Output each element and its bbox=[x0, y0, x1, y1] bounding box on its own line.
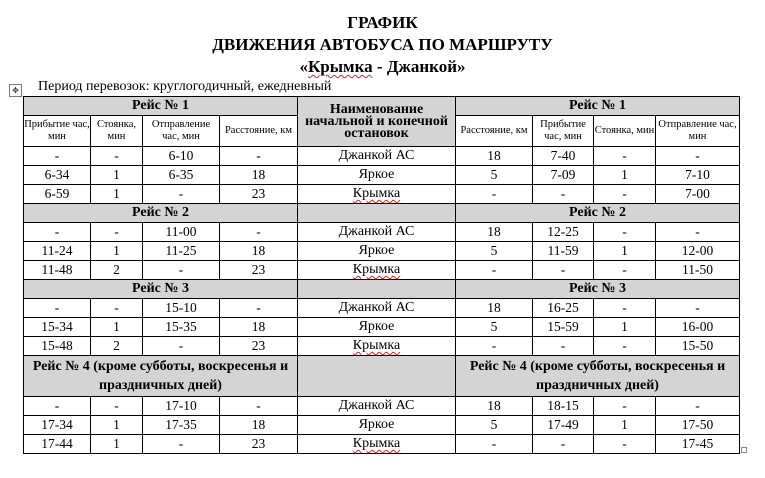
cell-right: 7-09 bbox=[533, 166, 594, 185]
stop-name-cell bbox=[298, 299, 456, 318]
cell-left: - bbox=[91, 397, 143, 416]
trip-label-right: Рейс № 1 bbox=[456, 97, 740, 116]
cell-left: - bbox=[220, 397, 298, 416]
trip-label-middle bbox=[298, 204, 456, 223]
cell-right: - bbox=[594, 261, 656, 280]
cell-left: 23 bbox=[220, 435, 298, 454]
cell-left: 17-34 bbox=[24, 416, 91, 435]
trip-label-left: Рейс № 3 bbox=[24, 280, 298, 299]
cell-right: 5 bbox=[456, 166, 533, 185]
cell-right: - bbox=[533, 337, 594, 356]
cell-right: 16-00 bbox=[656, 318, 740, 337]
stop-name: Джанкой АС bbox=[338, 224, 415, 239]
stop-name: Яркое bbox=[358, 167, 395, 182]
cell-left: 11-48 bbox=[24, 261, 91, 280]
cell-left: 17-44 bbox=[24, 435, 91, 454]
cell-right: 18 bbox=[456, 223, 533, 242]
table-row bbox=[24, 166, 740, 185]
stop-name-cell bbox=[298, 166, 456, 185]
cell-left: - bbox=[24, 397, 91, 416]
cell-left: 1 bbox=[91, 416, 143, 435]
table-row bbox=[24, 299, 740, 318]
document-subtitle: ДВИЖЕНИЯ АВТОБУСА ПО МАРШРУТУ bbox=[212, 35, 553, 54]
cell-right: 18-15 bbox=[533, 397, 594, 416]
stop-name-cell bbox=[298, 223, 456, 242]
cell-right: - bbox=[594, 435, 656, 454]
column-header-right: Расстояние, км bbox=[456, 116, 533, 147]
cell-right: 5 bbox=[456, 242, 533, 261]
trip-label-left: Рейс № 1 bbox=[24, 97, 298, 116]
cell-right: 18 bbox=[456, 299, 533, 318]
cell-left: 18 bbox=[220, 166, 298, 185]
route-start-word: Крымка bbox=[307, 57, 373, 76]
cell-left: 18 bbox=[220, 242, 298, 261]
cell-right: - bbox=[594, 299, 656, 318]
stop-name: Крымка bbox=[352, 436, 401, 451]
stop-name: Яркое bbox=[358, 417, 395, 432]
cell-right: 17-49 bbox=[533, 416, 594, 435]
stop-name: Джанкой АС bbox=[338, 148, 415, 163]
cell-right: - bbox=[456, 337, 533, 356]
cell-left: 15-34 bbox=[24, 318, 91, 337]
cell-left: - bbox=[220, 223, 298, 242]
cell-left: 15-48 bbox=[24, 337, 91, 356]
cell-right: 1 bbox=[594, 166, 656, 185]
schedule-table bbox=[23, 96, 740, 454]
cell-right: - bbox=[594, 337, 656, 356]
trip-header-row bbox=[24, 204, 740, 223]
cell-right: - bbox=[456, 261, 533, 280]
cell-right: 7-40 bbox=[533, 147, 594, 166]
stop-name: Джанкой АС bbox=[338, 398, 415, 413]
trip-label-middle bbox=[298, 280, 456, 299]
move-handle-icon[interactable]: ✥ bbox=[9, 84, 22, 97]
stop-name: Джанкой АС bbox=[338, 300, 415, 315]
cell-right: - bbox=[594, 397, 656, 416]
cell-left: 6-34 bbox=[24, 166, 91, 185]
stop-name: Яркое bbox=[358, 243, 395, 258]
cell-right: - bbox=[656, 223, 740, 242]
column-header-left: Прибытие час, мин bbox=[24, 116, 91, 147]
stop-name: Крымка bbox=[352, 338, 401, 353]
stop-name-cell bbox=[298, 261, 456, 280]
cell-left: 1 bbox=[91, 435, 143, 454]
resize-handle-icon[interactable] bbox=[741, 447, 747, 453]
cell-left: - bbox=[220, 147, 298, 166]
stop-name-header: Наименование начальной и конечной остановок bbox=[298, 97, 456, 147]
stop-name-cell bbox=[298, 185, 456, 204]
cell-left: 1 bbox=[91, 318, 143, 337]
cell-left: 11-24 bbox=[24, 242, 91, 261]
cell-left: - bbox=[91, 223, 143, 242]
cell-right: 12-00 bbox=[656, 242, 740, 261]
cell-right: - bbox=[594, 185, 656, 204]
stop-name-cell bbox=[298, 147, 456, 166]
stop-name: Крымка bbox=[352, 186, 401, 201]
cell-left: - bbox=[143, 337, 220, 356]
cell-right: 7-00 bbox=[656, 185, 740, 204]
cell-right: - bbox=[656, 147, 740, 166]
stop-name: Крымка bbox=[352, 262, 401, 277]
cell-left: 1 bbox=[91, 185, 143, 204]
column-header-right: Стоянка, мин bbox=[594, 116, 656, 147]
table-row bbox=[24, 185, 740, 204]
cell-left: - bbox=[24, 223, 91, 242]
period-text: Период перевозок: круглогодичный, ежедневный bbox=[38, 79, 332, 94]
trip-label-middle bbox=[298, 356, 456, 397]
cell-right: - bbox=[656, 397, 740, 416]
table-row bbox=[24, 337, 740, 356]
trip-label-right: Рейс № 4 (кроме субботы, воскресенья и праздничных дней) bbox=[456, 356, 740, 397]
cell-right: 16-25 bbox=[533, 299, 594, 318]
cell-right: - bbox=[594, 223, 656, 242]
stop-name-cell bbox=[298, 397, 456, 416]
cell-right: 15-59 bbox=[533, 318, 594, 337]
cell-left: - bbox=[91, 299, 143, 318]
cell-right: 1 bbox=[594, 318, 656, 337]
cell-right: 15-50 bbox=[656, 337, 740, 356]
cell-left: 2 bbox=[91, 261, 143, 280]
table-row bbox=[24, 223, 740, 242]
trip-label-right: Рейс № 3 bbox=[456, 280, 740, 299]
cell-left: 11-00 bbox=[143, 223, 220, 242]
cell-right: - bbox=[533, 435, 594, 454]
table-row bbox=[24, 242, 740, 261]
trip-label-left: Рейс № 2 bbox=[24, 204, 298, 223]
column-header-right: Прибытие час, мин bbox=[533, 116, 594, 147]
cell-right: 18 bbox=[456, 397, 533, 416]
column-header-left: Стоянка, мин bbox=[91, 116, 143, 147]
cell-left: 17-35 bbox=[143, 416, 220, 435]
document-title: ГРАФИК bbox=[347, 13, 418, 32]
cell-left: - bbox=[143, 261, 220, 280]
cell-right: 18 bbox=[456, 147, 533, 166]
cell-left: 23 bbox=[220, 261, 298, 280]
cell-right: - bbox=[456, 435, 533, 454]
cell-left: - bbox=[143, 435, 220, 454]
cell-left: - bbox=[91, 147, 143, 166]
cell-right: 1 bbox=[594, 416, 656, 435]
trip-label-left: Рейс № 4 (кроме субботы, воскресенья и праздничных дней) bbox=[24, 356, 298, 397]
cell-right: 17-45 bbox=[656, 435, 740, 454]
stop-name-cell bbox=[298, 416, 456, 435]
cell-right: 7-10 bbox=[656, 166, 740, 185]
cell-left: 6-59 bbox=[24, 185, 91, 204]
cell-right: 5 bbox=[456, 318, 533, 337]
column-header-left: Отправление час, мин bbox=[143, 116, 220, 147]
route-name bbox=[0, 57, 765, 77]
cell-right: 17-50 bbox=[656, 416, 740, 435]
cell-right: 12-25 bbox=[533, 223, 594, 242]
route-name-text: «Крымка - Джанкой» bbox=[299, 57, 466, 76]
cell-left: 2 bbox=[91, 337, 143, 356]
cell-left: 18 bbox=[220, 416, 298, 435]
cell-left: - bbox=[220, 299, 298, 318]
cell-left: 15-35 bbox=[143, 318, 220, 337]
cell-right: 1 bbox=[594, 242, 656, 261]
stop-name: Яркое bbox=[358, 319, 395, 334]
cell-left: 1 bbox=[91, 166, 143, 185]
stop-name-cell bbox=[298, 242, 456, 261]
cell-right: - bbox=[656, 299, 740, 318]
cell-left: 11-25 bbox=[143, 242, 220, 261]
cell-right: - bbox=[594, 147, 656, 166]
trip-header-row bbox=[24, 97, 740, 116]
cell-right: 11-59 bbox=[533, 242, 594, 261]
cell-right: - bbox=[533, 261, 594, 280]
cell-right: - bbox=[533, 185, 594, 204]
trip-header-row bbox=[24, 280, 740, 299]
column-header-right: Отправление час, мин bbox=[656, 116, 740, 147]
cell-left: 23 bbox=[220, 337, 298, 356]
stop-name-cell bbox=[298, 337, 456, 356]
cell-left: 15-10 bbox=[143, 299, 220, 318]
table-row bbox=[24, 397, 740, 416]
cell-left: 18 bbox=[220, 318, 298, 337]
table-row bbox=[24, 416, 740, 435]
cell-right: 5 bbox=[456, 416, 533, 435]
stop-name-cell bbox=[298, 435, 456, 454]
table-row bbox=[24, 261, 740, 280]
table-row bbox=[24, 318, 740, 337]
table-row bbox=[24, 147, 740, 166]
column-header-left: Расстояние, км bbox=[220, 116, 298, 147]
trip-label-right: Рейс № 2 bbox=[456, 204, 740, 223]
cell-left: - bbox=[24, 147, 91, 166]
cell-left: 6-10 bbox=[143, 147, 220, 166]
cell-left: - bbox=[24, 299, 91, 318]
cell-right: - bbox=[456, 185, 533, 204]
cell-left: - bbox=[143, 185, 220, 204]
stop-name-cell bbox=[298, 318, 456, 337]
trip-header-row bbox=[24, 356, 740, 397]
cell-left: 1 bbox=[91, 242, 143, 261]
cell-left: 17-10 bbox=[143, 397, 220, 416]
cell-left: 23 bbox=[220, 185, 298, 204]
cell-left: 6-35 bbox=[143, 166, 220, 185]
table-row bbox=[24, 435, 740, 454]
cell-right: 11-50 bbox=[656, 261, 740, 280]
